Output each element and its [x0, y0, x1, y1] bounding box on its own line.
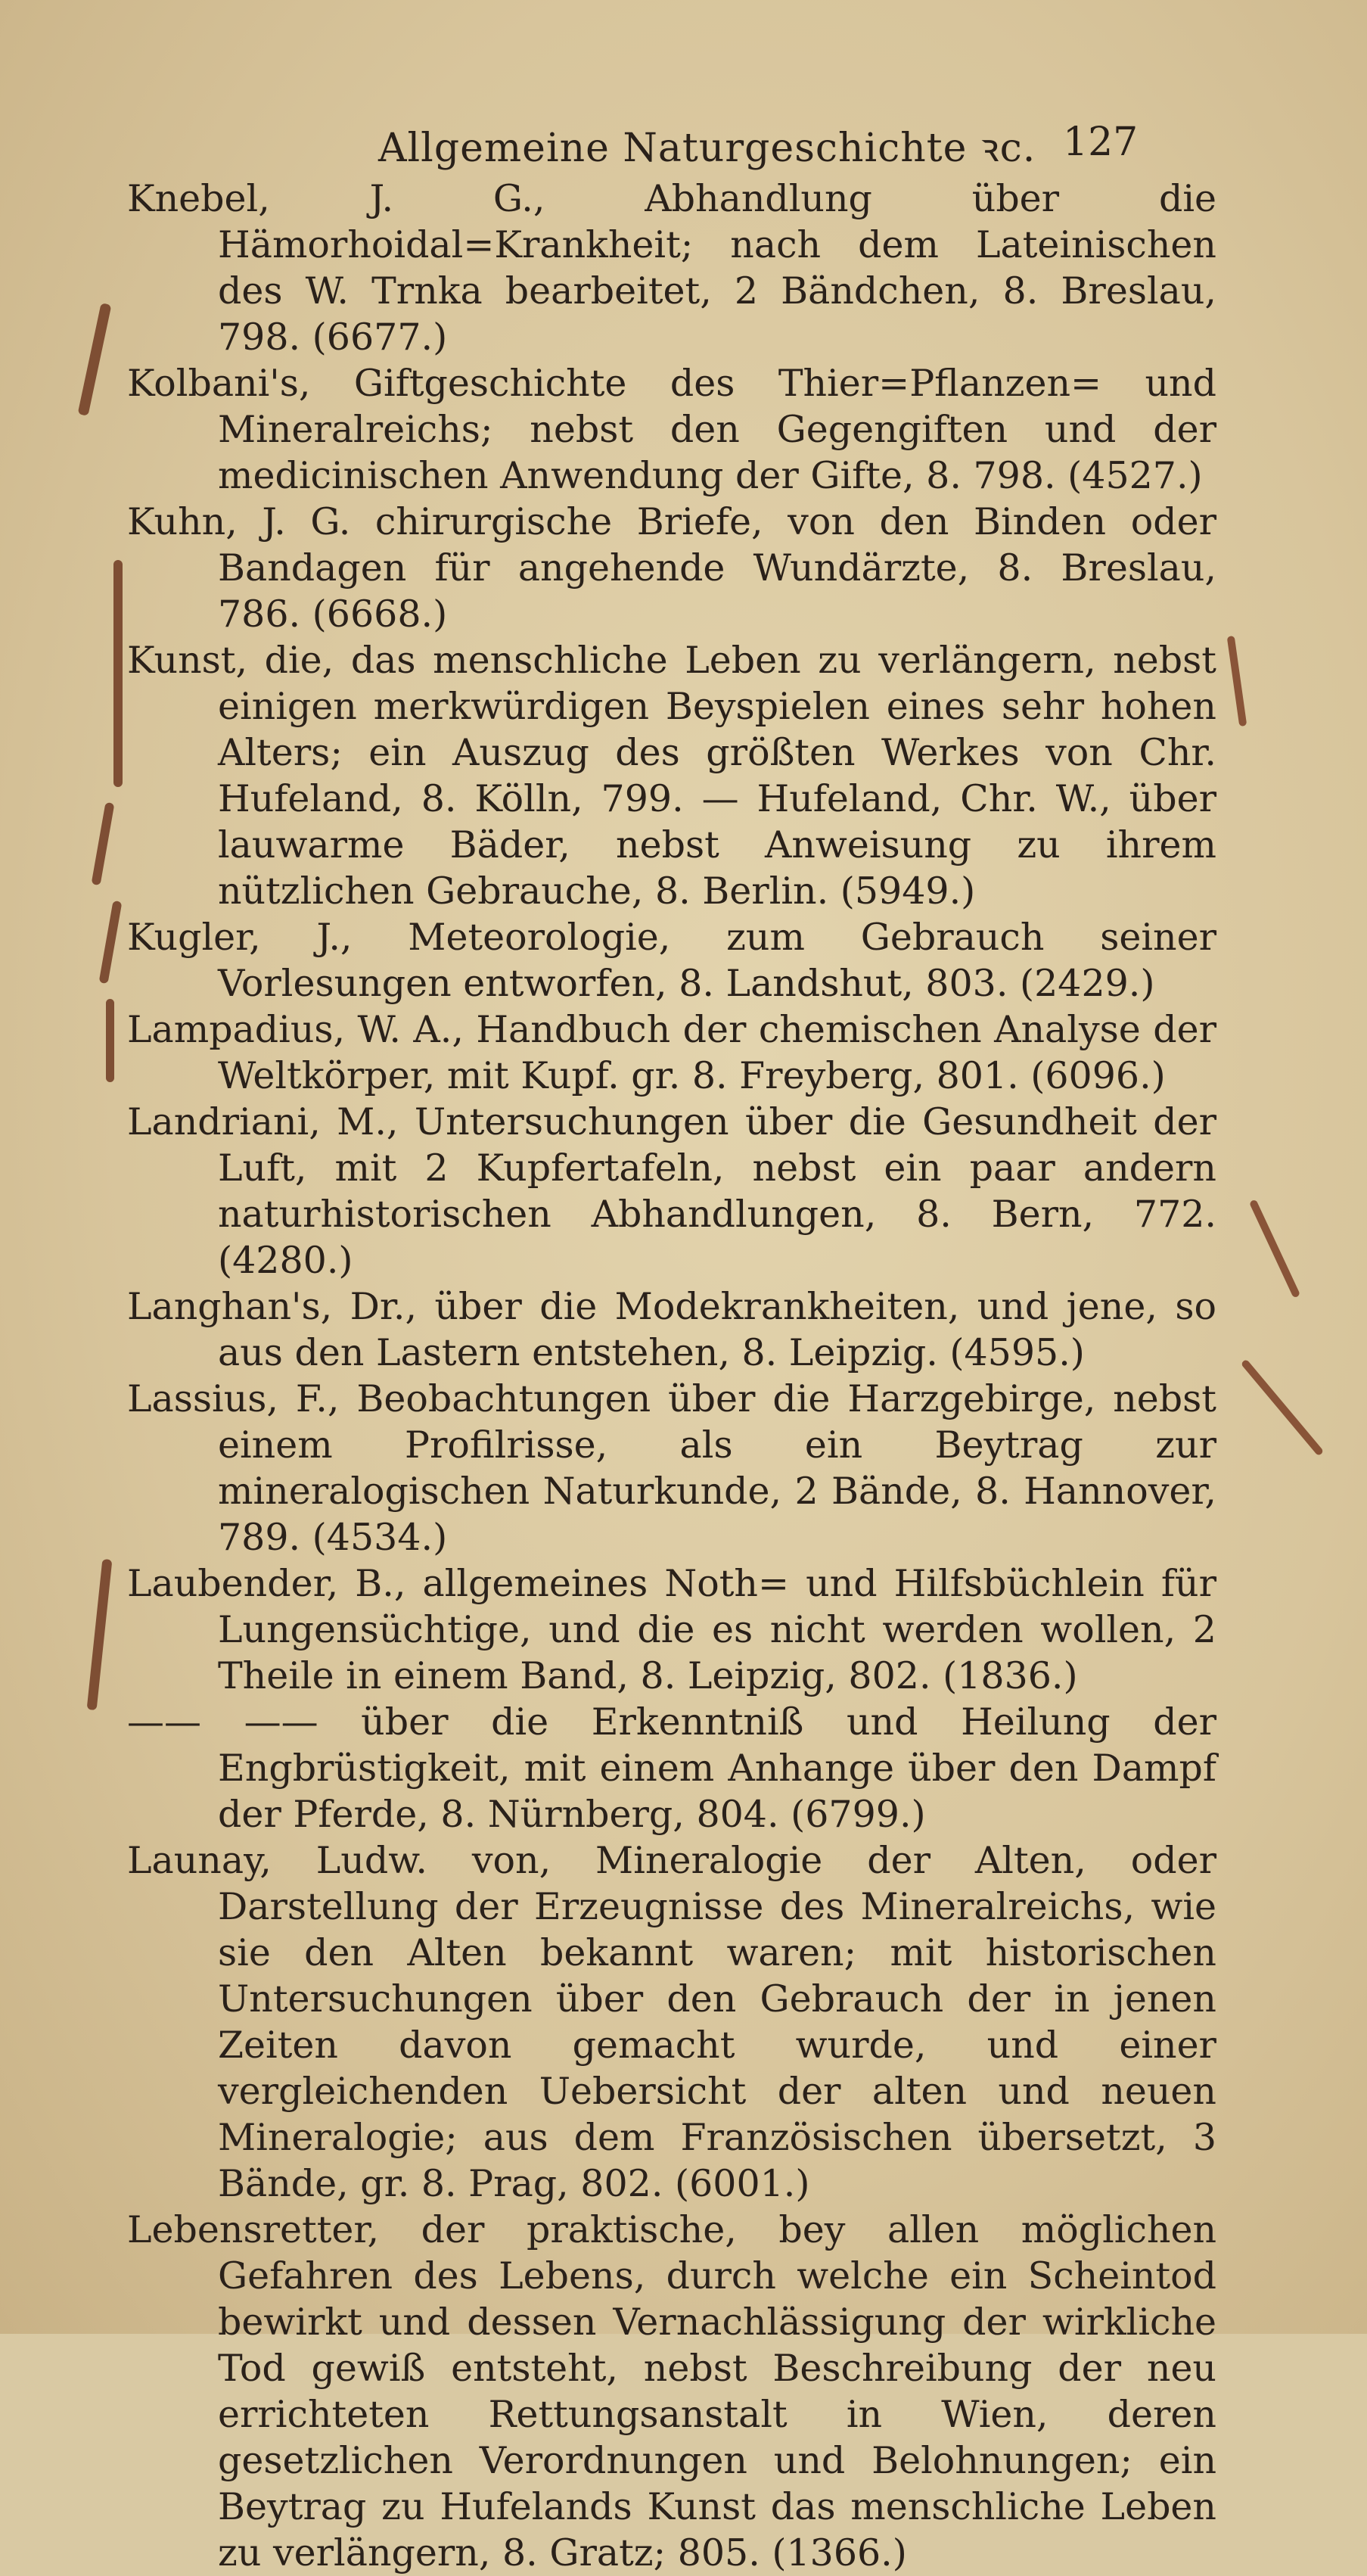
list-item: —— —— über die Erkenntniß und Heilung der Engbrüstigkeit, mit einem Anhange über den Dampf der Pferde, 8. Nürnberg, 804. (6799.): [127, 1700, 1216, 1836]
entry-list: [127, 176, 1216, 2576]
margin-mark: [1249, 1199, 1300, 1298]
margin-mark: [87, 1559, 113, 1710]
page-number: 127: [1063, 120, 1139, 165]
margin-mark: [99, 901, 123, 984]
list-item: Landriani, M., Untersuchungen über die Gesundheit der Luft, mit 2 Kupfertafeln, nebst ein paar andern naturhistorischen Abhandlungen, 8. Bern, 772. (4280.): [127, 1100, 1216, 1282]
margin-mark: [78, 303, 112, 416]
list-item: Knebel, J. G., Abhandlung über die Hämorhoidal=Krankheit; nach dem Lateinischen des W. Trnka bearbeitet, 2 Bändchen, 8. Breslau, 798. (6677.): [127, 177, 1216, 359]
running-head: Allgemeine Naturgeschichte ꝛc.: [378, 126, 1036, 171]
margin-mark: [92, 802, 115, 885]
list-item: Lassius, F., Beobachtungen über die Harzgebirge, nebst einem Profilrisse, als ein Beytrag zur mineralogischen Naturkunde, 2 Bände, 8. Hannover, 789. (4534.): [127, 1377, 1216, 1559]
margin-mark: [1241, 1359, 1325, 1457]
list-item: Laubender, B., allgemeines Noth= und Hilfsbüchlein für Lungensüchtige, und die es nicht werden wollen, 2 Theile in einem Band, 8. Leipzig, 802. (1836.): [127, 1562, 1216, 1697]
list-item: Launay, Ludw. von, Mineralogie der Alten, oder Darstellung der Erzeugnisse des Mineralreichs, wie sie den Alten bekannt waren; mit historischen Untersuchungen über den Gebrauch der in jenen Zeiten davon gemacht wurde, und einer vergleichenden Uebersicht der alten und neuen Mineralogie; aus dem Französischen übersetzt, 3 Bände, gr. 8. Prag, 802. (6001.): [127, 1839, 1216, 2205]
list-item: Lebensretter, der praktische, bey allen möglichen Gefahren des Lebens, durch welche ein Scheintod bewirkt und dessen Vernachlässigung der wirkliche Tod gewiß entsteht, nebst Beschreibung der neu errichteten Rettungsanstalt in Wien, deren gesetzlichen Verordnungen und Belohnungen; ein Beytrag zu Hufelands Kunst das menschliche Leben zu verlängern, 8. Gratz; 805. (1366.): [127, 2208, 1216, 2574]
list-item: Kunst, die, das menschliche Leben zu verlängern, nebst einigen merkwürdigen Beyspielen eines sehr hohen Alters; ein Auszug des größten Werkes von Chr. Hufeland, 8. Kölln, 799. — Hufeland, Chr. W., über lauwarme Bäder, nebst Anweisung zu ihrem nützlichen Gebrauche, 8. Berlin. (5949.): [127, 639, 1216, 913]
margin-mark: [106, 999, 114, 1082]
page-header: [121, 114, 1246, 171]
list-item: Langhan's, Dr., über die Modekrankheiten, und jene, so aus den Lastern entstehen, 8. Leipzig. (4595.): [127, 1285, 1216, 1374]
list-item: Kolbani's, Giftgeschichte des Thier=Pflanzen= und Mineralreichs; nebst den Gegengiften und der medicinischen Anwendung der Gifte, 8. 798. (4527.): [127, 362, 1216, 497]
margin-mark: [113, 560, 123, 787]
margin-mark: [1227, 636, 1247, 726]
list-item: Kugler, J., Meteorologie, zum Gebrauch seiner Vorlesungen entworfen, 8. Landshut, 803. (2429.): [127, 916, 1216, 1005]
list-item: Kuhn, J. G. chirurgische Briefe, von den Binden oder Bandagen für angehende Wundärzte, 8. Breslau, 786. (6668.): [127, 500, 1216, 636]
list-item: Lampadius, W. A., Handbuch der chemischen Analyse der Weltkörper, mit Kupf. gr. 8. Freyberg, 801. (6096.): [127, 1008, 1216, 1097]
